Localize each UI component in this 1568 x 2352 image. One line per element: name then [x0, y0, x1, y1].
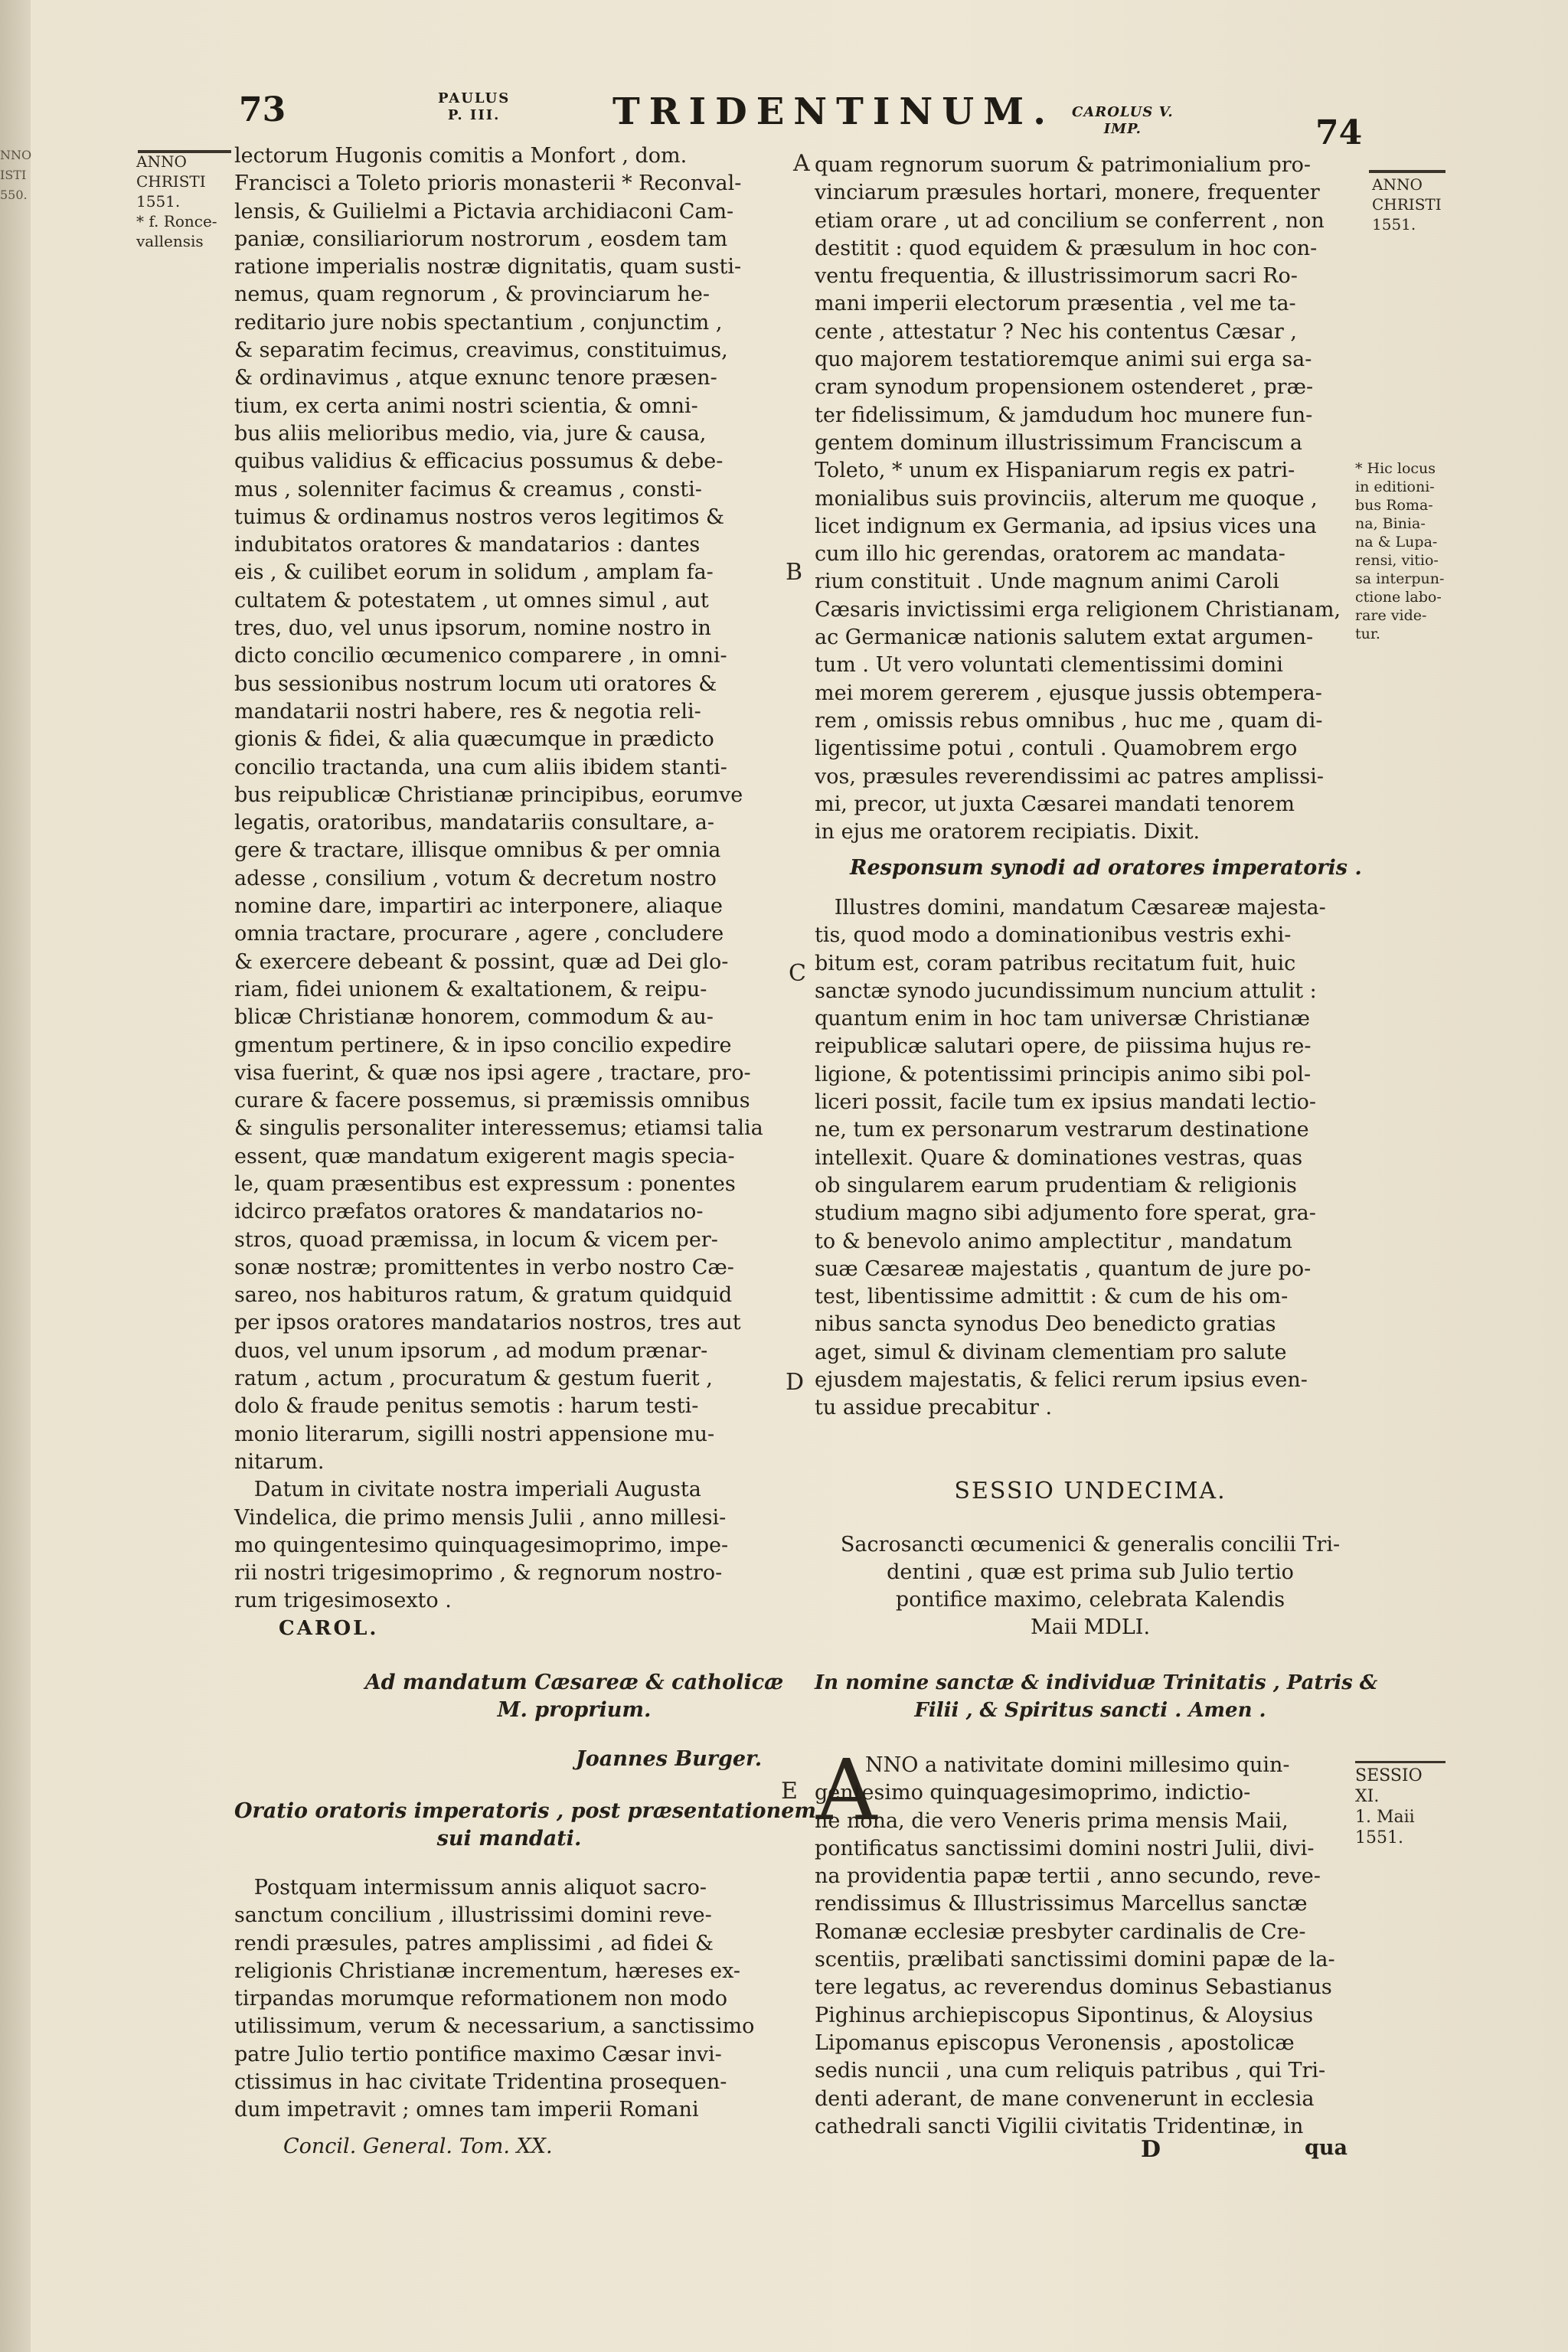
section-letter-e: E — [781, 1778, 798, 1805]
margin-rule-right — [1369, 170, 1446, 173]
signatory-burger: Joannes Burger. — [576, 1747, 763, 1771]
oratio-heading: Oratio oratoris imperatoris , post præsentationem sui mandati. — [234, 1799, 816, 1851]
final-text — [815, 1741, 1366, 2141]
section-letter-a: A — [793, 150, 810, 177]
drop-capital: A — [816, 1741, 877, 1839]
right-margin-footnote: * Hic locus in editioni- bus Roma- na, Binia- na & Lupa- rensi, vitio- sa interpun- ctione labo- rare vide- tur. — [1355, 460, 1445, 642]
signature-carol: CAROL. — [279, 1617, 379, 1640]
previous-page-edge — [0, 0, 31, 2352]
right-margin-sessio: SESSIO XI. 1. Maii 1551. — [1355, 1766, 1423, 1847]
sessio-title: SESSIO UNDECIMA. — [954, 1478, 1227, 1504]
responsum-heading: Responsum synodi ad oratores imperatoris . — [850, 856, 1362, 880]
running-title: TRIDENTINUM. — [612, 90, 1055, 133]
sessio-description: Sacrosancti œcumenici & generalis concilii Tri- dentini , quæ est prima sub Julio tertio pontifice maximo, celebrata Kalendis Maii MDLI. — [840, 1533, 1341, 1639]
left-margin-note: ANNO CHRISTI 1551. * f. Ronce- vallensis — [136, 152, 217, 250]
catchword: qua — [1305, 2136, 1348, 2160]
left-column-text: lectorum Hugonis comitis a Monfort , dom. Francisci a Toleto prioris monasterii * Reconval- lensis, & Guilielmi a Pictavia archidiaconi Cam- paniæ, consiliariorum nostrorum , eosdem tam ratione imperialis nostræ dignitatis, quam susti- nemus, quam regnorum , & provinciarum he- reditario jure nobis spectantium , conjunctim , & separatim fecimus, creavimus, constituimus, & ordinavimus , atque exnunc tenore præsen- tium, ex certa animi nostri scientia, & omni- bus aliis melioribus medio, via, jure & causa, quibus validius & efficacius possumus & debe- mus , solenniter facimus & creamus , consti- tuimus & ordinamus nostros veros legitimos & indubitatos oratores & mandatarios : dantes eis , & cuilibet eorum in solidum , amplam fa- cultatem & potestatem , ut omnes simul , aut tres, duo, vel unus ipsorum, nomine nostro in dicto concilio œcumenico comparere , in omni- bus sessionibus nostrum locum uti oratores & mandatarii nostri habere, res & negotia reli- gionis & fidei, & alia quæcumque in prædicto concilio tractanda, una cum aliis ibidem stanti- bus reipublicæ Christianæ principibus, eorumve legatis, oratoribus, mandatariis consultare, a- gere & tractare, illisque omnibus & per omnia adesse , consilium , votum & decretum nostro nomine dare, impartiri ac interponere, aliaque omnia tractare, procurare , agere , concludere & exercere debeant & possint, quæ ad Dei glo- riam, fidei unionem & exaltationem, & reipu- blicæ Christianæ honorem, commodum & au- gmentum pertinere, & in ipso concilio expedire visa fuerint, & quæ nos ipsi agere , tractare, pro- curare & facere possemus, si præmissis omnibus & singulis personaliter interessemus; etiamsi talia essent, quæ mandatum exigerent magis specia- le, quam præsentibus est expressum : ponentes idcirco præfatos oratores & mandatarios no- stros, quoad præmissa, in locum & vicem per- sonæ nostræ; promittentes in verbo nostro Cæ- sareo, nos habituros ratum, & gratum quidquid per ipsos oratores mandatarios nostros, tres aut duos, vel unum ipsorum , ad modum prænar- ratum , actum , procuratum & gestum fuerit , dolo & fraude penitus semotis : harum testi- monio literarum, sigilli nostri appensione mu- nitarum. Datum in civitate nostra imperiali Augusta Vindelica, die primo mensis Julii , anno millesi- mo quingentesimo quinquagesimoprimo, impe- rii nostri trigesimoprimo , & regnorum nostro- rum trigesimosexto . — [234, 144, 763, 1613]
section-letter-c: C — [789, 960, 806, 987]
right-margin-year: ANNO CHRISTI 1551. — [1372, 175, 1442, 234]
page-number-right: 74 — [1315, 113, 1363, 152]
running-head-carolus: CAROLUS V. IMP. — [1072, 104, 1174, 137]
running-head-paulus: PAULUS P. III. — [438, 90, 511, 123]
signature-mark: D — [1141, 2136, 1161, 2163]
page-number-left: 73 — [239, 90, 286, 129]
margin-rule-sessio — [1355, 1761, 1446, 1763]
invocation: In nomine sanctæ & individuæ Trinitatis , Patris & Filii , & Spiritus sancti . Amen . — [815, 1671, 1378, 1722]
final-text-content: NNO a nativitate domini millesimo quin- gentesimo quinquagesimoprimo, indictio- ne nona, die vero Veneris prima mensis Maii, pontificatus sanctissimi domini nostri Julii, divi- na providentia papæ tertii , anno secundo, reve- rendissimus & Illustrissimus Marcellus sanctæ Romanæ ecclesiæ presbyter cardinalis de Cre- scentiis, prælibati sanctissimi domini papæ de la- tere legatus, ac reverendus dominus Sebastianus Pighinus archiepiscopus Sipontinus, & Aloysius Lipomanus episcopus Veronensis , apostolicæ sedis nuncii , una cum reliquis patribus , qui Tri- denti aderant, de mane convenerunt in ecclesia cathedrali sancti Vigilii civitatis Tridentinæ, in — [815, 1753, 1335, 2138]
oratio-text: Postquam intermissum annis aliquot sacro- sanctum concilium , illustrissimi domini reve- rendi præsules, patres amplissimi , ad fidei & religionis Christianæ incrementum, hæreses ex- tirpandas morumque reformationem non modo utilissimum, verum & necessarium, a sanctissimo patre Julio tertio pontifice maximo Cæsar invi- ctissimus in hac civitate Tridentina prosequen- dum impetravit ; omnes tam imperii Romani — [234, 1876, 755, 2122]
section-letter-d: D — [786, 1369, 805, 1396]
responsum-text: Illustres domini, mandatum Cæsareæ majesta- tis, quod modo a dominationibus vestris exhi- bitum est, coram patribus recitatum fuit, huic sanctæ synodo jucundissimum nuncium attulit : quantum enim in hoc tam universæ Christianæ reipublicæ salutari opere, de piissima hujus re- ligione, & potentissimi principis animo sibi pol- liceri possit, facile tum ex ipsius mandati lectio- ne, tum ex personarum vestrarum destinatione intellexit. Quare & dominationes vestras, quas ob singularem earum prudentiam & religionis studium magno sibi adjumento fore sperat, gra- to & benevolo animo amplectitur , mandatum suæ Cæsareæ majestatis , quantum de jure po- test, libentissime admittit : & cum de his om- nibus sancta synodus Deo benedicto gratias aget, simul & divinam clementiam pro salute ejusdem majestatis, & felici rerum ipsius even- tu assidue precabitur . — [815, 896, 1326, 1420]
footer-volume: Concil. General. Tom. XX. — [283, 2135, 553, 2158]
mandatum-line: Ad mandatum Cæsareæ & catholicæ M. proprium. — [364, 1671, 784, 1722]
right-column-text: quam regnorum suorum & patrimonialium pro- vinciarum præsules hortari, monere, frequenter etiam orare , ut ad concilium se conferrent , non destitit : quod equidem & præsulum in hoc con- ventu frequentia, & illustrissimorum sacri Ro- mani imperii electorum præsentia , vel me ta- cente , attestatur ? Nec his contentus Cæsar , quo majorem testatioremque animi sui erga sa- cram synodum propensionem ostenderet , præ- ter fidelissimum, & jamdudum hoc munere fun- gentem dominum illustrissimum Franciscum a Toleto, * unum ex Hispaniarum regis ex patri- monialibus suis provinciis, alterum me quoque , licet indignum ex Germania, ad ipsius vices una cum illo hic gerendas, oratorem ac mandata- rium constituit . Unde magnum animi Caroli Cæsaris invictissimi erga religionem Christianam, ac Germanicæ nationis salutem extat argumen- tum . Ut vero voluntati clementissimi domini mei morem gererem , ejusque jussis obtempera- rem , omissis rebus omnibus , huc me , quam di- ligentissime potui , contuli . Quamobrem ergo vos, præsules reverendissimi ac patres amplissi- mi, precor, ut juxta Cæsarei mandati tenorem in ejus me oratorem recipiatis. Dixit. — [815, 153, 1341, 844]
section-letter-b: B — [786, 559, 803, 586]
previous-page-margin-note: NNO ISTI 550. — [0, 148, 32, 202]
